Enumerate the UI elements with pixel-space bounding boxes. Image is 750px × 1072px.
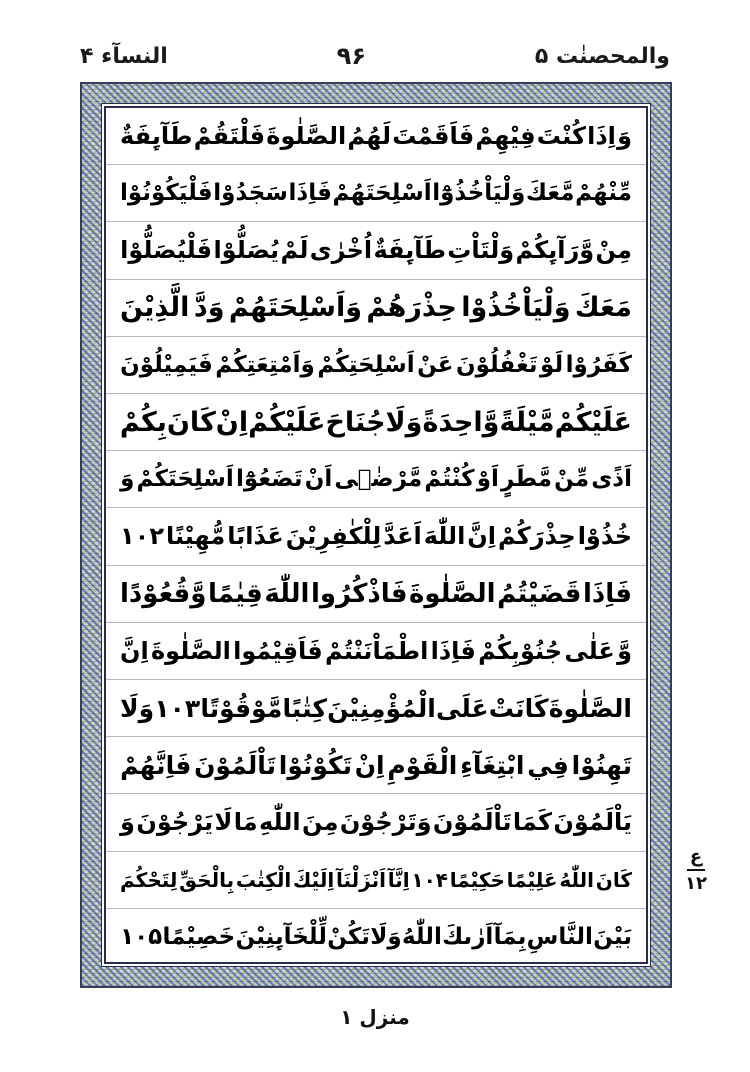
verse-word: كُنْتُمْ (424, 466, 475, 493)
page-header (80, 36, 670, 76)
verse-word: فِيْهِمْ (475, 122, 536, 151)
verse-word: اطْمَاْنَنْتُمْ (325, 636, 429, 665)
verse-word: اِنْ (215, 406, 249, 438)
verse-word: مَا (233, 808, 258, 837)
verse-word: عَلَيْكُمْ (554, 406, 632, 438)
verse-word: فِي (527, 750, 569, 780)
verse-word: فَلْيَكُوْنُوْا (120, 180, 213, 207)
surah-name: النسآء ۴ (80, 43, 168, 69)
verse-word: وَ (120, 808, 135, 837)
verse-word: فَاِذَا (582, 578, 632, 609)
verse-word: يَاْلَمُوْنَ (553, 808, 632, 837)
verse-line (106, 165, 646, 222)
verse-word: وَاَسْلِحَتَهُمْ (228, 292, 362, 324)
verse-word: كَانَتْ (488, 693, 549, 723)
verse-word: تَاْلَمُوْنَ (194, 750, 277, 780)
verse-word: عَنْ (417, 351, 454, 378)
verse-word: قَضَيْتُمُ (497, 578, 582, 609)
verse-word: مَّوْقُوْتًا (200, 693, 283, 723)
verse-word: كَانَ (166, 406, 216, 438)
verse-line (106, 737, 646, 794)
verse-word: فَلْتَقُمْ (193, 122, 266, 151)
verse-word: وَّقُعُوْدًا (120, 578, 207, 609)
verse-word: كَانَ (595, 867, 632, 892)
verse-word: الْكِتٰبَ (235, 867, 292, 892)
verse-word: لِتَحْكُمَ (120, 867, 178, 892)
verse-word: اَرٰىكَ (442, 924, 494, 951)
verse-line (106, 394, 646, 451)
ruku-sign: ع (689, 846, 703, 867)
verse-word: اَنْ (304, 466, 333, 493)
verse-word: اِنَّ (467, 522, 496, 551)
verse-word: وَلَا (385, 406, 423, 438)
verse-word: فَاِنَّهُمْ (120, 750, 192, 780)
verse-word: عَلَى (436, 693, 489, 723)
verse-line (106, 280, 646, 337)
verse-word: الَّذِيْنَ (120, 292, 190, 324)
verse-word: كَمَا (512, 808, 552, 837)
verse-word: حِذْرَهُمْ (366, 292, 457, 324)
verse-word: وَدَّ (193, 292, 225, 324)
verse-word: عَلَيْكُمْ (248, 406, 326, 438)
verse-word: عَلِيْمًا (506, 867, 558, 892)
verse-word: لَا (214, 808, 233, 837)
verse-word: لَوْ (540, 351, 564, 378)
ornamental-border (80, 82, 672, 988)
verse-word: مِّنْ (554, 466, 590, 493)
verse-word: وَتَرْجُوْنَ (339, 808, 432, 837)
verse-word: لِّلْخَآىِٕنِيْنَ (235, 924, 327, 951)
verse-word: فَاِذَا (430, 636, 476, 665)
ruku-number: ۱۲ (685, 873, 707, 894)
verse-word: خُذُوْا (577, 522, 632, 551)
verse-word: لَهُمُ (347, 122, 392, 151)
verse-word: الصَّلٰوةَ (548, 693, 632, 723)
verse-line (106, 794, 646, 851)
page-number: ۹۶ (336, 42, 366, 70)
verse-word: مَّعَكَ (525, 180, 575, 207)
verse-word: مِنَ (301, 808, 339, 837)
verse-word: اللّٰهَ (423, 522, 466, 551)
verse-word: ۱۰۳ (154, 693, 201, 723)
verse-word: اَعَدَّ (383, 522, 422, 551)
verse-word: عَذَابًا (227, 522, 284, 551)
verse-word: تَضَعُوْٓا (235, 466, 303, 493)
juz-name: والمحصنٰت ۵ (534, 43, 670, 69)
verse-word: بَيْنَ (593, 924, 632, 951)
verse-word: فَاِذَا (288, 180, 332, 207)
verse-word: فَلْيُصَلُّوْا (120, 236, 213, 265)
verse-word: اَسْلِحَتَكُمْ (136, 466, 234, 493)
verse-word: الْقَوْمِ (387, 750, 458, 780)
verse-word: مَّيْلَةً (499, 406, 555, 438)
verse-word: لِلْكٰفِرِيْنَ (285, 522, 382, 551)
verse-word: مِّنْهُمْ (575, 180, 632, 207)
verse-word: الصَّلٰوةَ (409, 578, 496, 609)
verse-word: وَلَا (370, 924, 402, 951)
verse-word: اللّٰهُ (559, 867, 595, 892)
verse-word: بِمَآ (493, 924, 527, 951)
verse-word: اِنَّ (120, 636, 149, 665)
verse-line (106, 508, 646, 565)
verse-line (106, 566, 646, 623)
text-panel (104, 106, 648, 964)
verse-word: وَلْتَاْتِ (447, 236, 515, 265)
verse-line (106, 909, 646, 966)
verse-word: حِذْرَكُمْ (497, 522, 576, 551)
verse-word: الْمُؤْمِنِيْنَ (327, 693, 436, 723)
verse-word: الصَّلٰوةَ (266, 122, 347, 151)
verse-word: وَلْيَاْخُذُوْا (461, 292, 571, 324)
verse-word: اَسْلِحَتِكُمْ (317, 351, 415, 378)
verse-word: بِالْحَقِّ (179, 867, 235, 892)
verse-word: ۱۰۵ (120, 924, 163, 951)
verse-word: مَّرْضٰۤى (334, 466, 423, 493)
verse-word: فَيَمِيْلُوْنَ (120, 351, 213, 378)
verse-line (106, 680, 646, 737)
ruku-divider (687, 869, 705, 871)
verse-word: ابْتِغَآءِ (460, 750, 525, 780)
verse-word: كِتٰبًا (282, 693, 327, 723)
verse-word: بِكُمْ (119, 406, 167, 438)
verse-word: تَهِنُوْا (571, 750, 632, 780)
verse-word: الصَّلٰوةَ (151, 636, 231, 665)
verse-word: وَّرَآىِٕكُمْ (515, 236, 595, 265)
verse-word: مُّهِيْنًا (165, 522, 226, 551)
verse-word: وَاَمْتِعَتِكُمْ (215, 351, 315, 378)
verse-word: جُنُوْبِكُمْ (478, 636, 563, 665)
verse-word: تَكُنْ (327, 924, 370, 951)
verse-word: اللّٰهِ (259, 808, 301, 837)
verse-line (106, 222, 646, 279)
verse-word: تَاْلَمُوْنَ (432, 808, 512, 837)
verse-word: اللّٰهُ (401, 924, 442, 951)
verse-line (106, 451, 646, 508)
verse-word: قِيٰمًا (207, 578, 263, 609)
verse-word: تَغْفُلُوْنَ (455, 351, 538, 378)
verse-word: فَاَقِيْمُوا (233, 636, 323, 665)
verse-word: ۱۰۴ (411, 867, 448, 892)
verse-word: فَاذْكُرُوا (310, 578, 408, 609)
verse-word: عَلٰى (564, 636, 615, 665)
verse-word: اِذَا (587, 122, 616, 151)
verse-line (106, 852, 646, 909)
verse-word: ۱۰۲ (120, 522, 164, 551)
verse-word: مَّطَرٍ (501, 466, 552, 493)
verse-word: اَنْزَلْنَآ (335, 867, 386, 892)
verse-word: خَصِيْمًا (162, 924, 236, 951)
verse-word: تَكُوْنُوْا (278, 750, 352, 780)
verse-line (106, 623, 646, 680)
verse-word: اِنْ (354, 750, 385, 780)
verse-word: وَّ (617, 636, 632, 665)
verse-word: وَلَا (120, 693, 155, 723)
verse-word: مَعَكَ (574, 292, 632, 324)
verse-word: يُصَلُّوْا (213, 236, 280, 265)
verse-word: اِلَيْكَ (293, 867, 335, 892)
verse-word: كَفَرُوْا (565, 351, 632, 378)
verse-word: طَآىِٕفَةٌ (373, 236, 446, 265)
verse-word: اَذًى (591, 466, 632, 493)
verse-word: وَلْيَاْخُذُوْٓا (432, 180, 526, 207)
verse-word: فَاَقَمْتَ (392, 122, 475, 151)
verse-word: مِنْ (595, 236, 632, 265)
verse-word: اَسْلِحَتَهُمْ (332, 180, 432, 207)
manzil-footer: منزل ۱ (340, 1005, 410, 1029)
verse-word: يَرْجُوْنَ (136, 808, 214, 837)
ruku-marker (676, 840, 716, 900)
verse-word: لَمْ (280, 236, 309, 265)
verse-word: طَآىِٕفَةٌ (120, 122, 193, 151)
verse-line (106, 108, 646, 165)
verse-word: اِنَّآ (387, 867, 410, 892)
verse-word: اللّٰهَ (264, 578, 310, 609)
verse-word: كُنْتَ (536, 122, 586, 151)
verse-word: وَ (120, 466, 135, 493)
verse-word: النَّاسِ (526, 924, 593, 951)
verse-word: اَوْ (476, 466, 499, 493)
verse-word: وَّاحِدَةً (422, 406, 500, 438)
verse-word: جُنَاحَ (325, 406, 386, 438)
verse-word: حَكِيْمًا (449, 867, 505, 892)
verse-word: اُخْرٰى (309, 236, 373, 265)
verse-word: وَ (617, 122, 632, 151)
verse-word: سَجَدُوْا (213, 180, 288, 207)
verse-line (106, 337, 646, 394)
